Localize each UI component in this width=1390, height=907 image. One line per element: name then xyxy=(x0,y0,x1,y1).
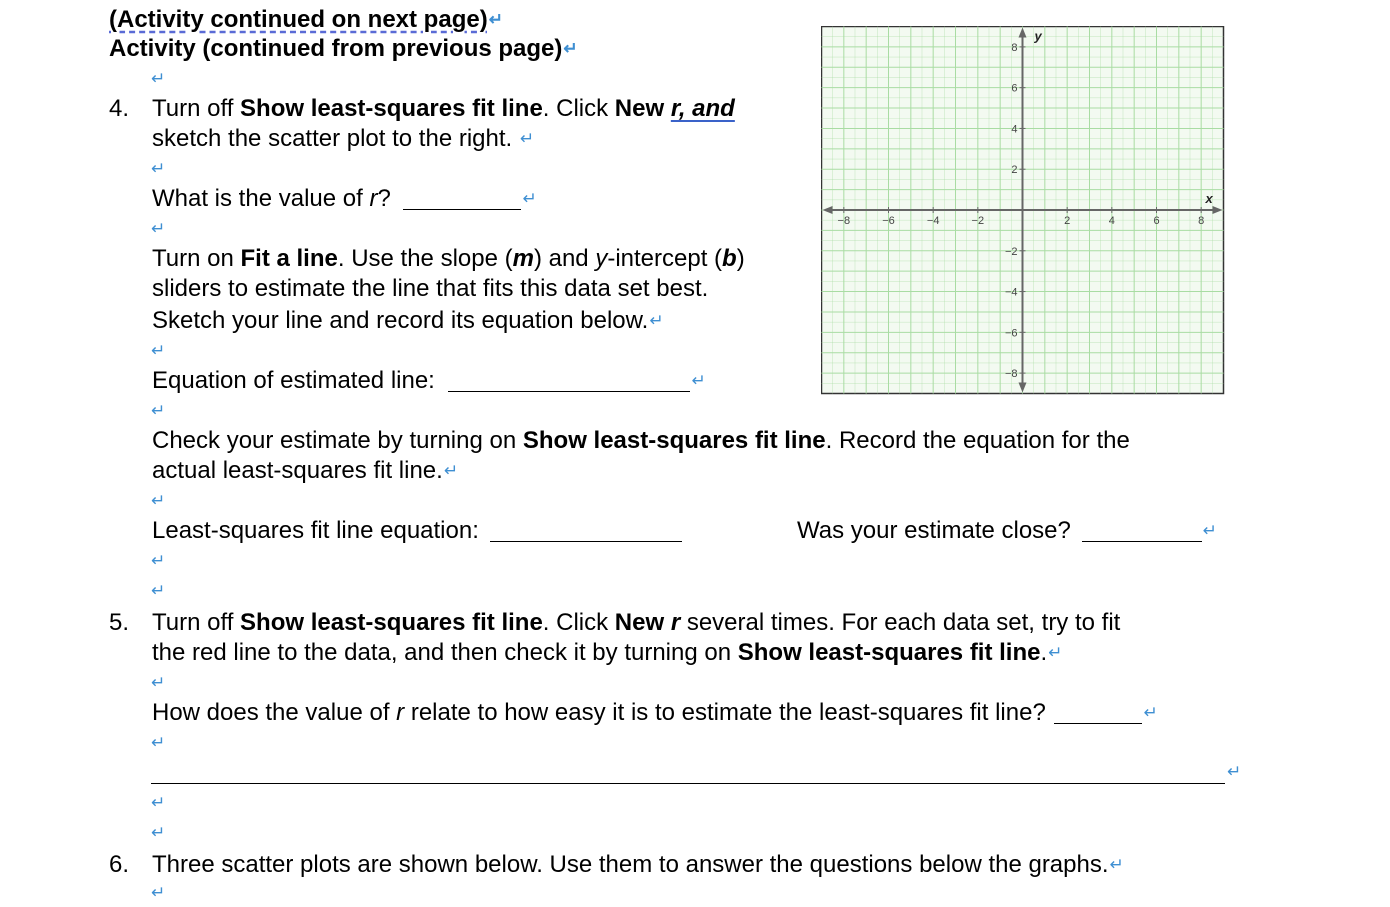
paragraph-mark-icon: ↵ xyxy=(1202,521,1217,540)
y-tick-label: 8 xyxy=(1011,41,1018,54)
empty-paragraph xyxy=(150,547,165,575)
q5-text: several times. For each data set, try to fit xyxy=(680,609,1121,636)
y-tick-label: 4 xyxy=(1011,123,1018,136)
q5-bold-text: Show least-squares fit line xyxy=(240,609,543,636)
check-estimate-line2 xyxy=(152,457,458,485)
q5-question-text: relate to how easy it is to estimate the least-squares fit line? xyxy=(404,699,1046,726)
x-tick-label: 4 xyxy=(1108,215,1115,227)
q5-number: 5. xyxy=(109,609,130,636)
q4-number: 4. xyxy=(109,95,130,122)
empty-paragraph xyxy=(150,65,165,93)
empty-paragraph xyxy=(150,487,165,515)
q4-instruction-line1 xyxy=(152,95,735,123)
empty-paragraph xyxy=(150,819,165,847)
check-text: . Record the equation for the xyxy=(825,427,1130,454)
empty-paragraph xyxy=(150,337,165,365)
y-tick-label: −2 xyxy=(1004,245,1018,258)
y-tick-label: −6 xyxy=(1004,327,1018,340)
paragraph-mark-icon: ↵ xyxy=(151,159,166,178)
question-mark: ? xyxy=(377,185,391,212)
paragraph-mark-icon: ↵ xyxy=(649,311,664,330)
q4-new-r-text: r, and xyxy=(670,95,735,122)
paragraph-mark-icon: ↵ xyxy=(151,793,166,812)
q5-instruction-line1 xyxy=(152,609,1120,637)
estimate-close-label: Was your estimate close? xyxy=(797,517,1071,544)
q5-text: the red line to the data, and then check it by turning on xyxy=(152,639,738,666)
fit-line-instruction-line1 xyxy=(152,245,745,273)
x-tick-label: 2 xyxy=(1064,215,1071,227)
x-tick-label: −8 xyxy=(837,215,851,227)
check-text: actual least-squares fit line. xyxy=(152,457,443,484)
empty-paragraph xyxy=(150,215,165,243)
q5-text: . xyxy=(1040,639,1048,666)
intercept-variable: b xyxy=(722,245,737,272)
r-variable: r xyxy=(396,699,405,726)
paragraph-mark-icon: ↵ xyxy=(151,69,166,88)
slope-variable: m xyxy=(512,245,534,272)
q4-text: sketch the scatter plot to the right. xyxy=(152,125,513,152)
paragraph-mark-icon: ↵ xyxy=(151,491,166,510)
continued-next-text: (Activity continued on next page) xyxy=(109,6,488,33)
paragraph-mark-icon: ↵ xyxy=(151,341,166,360)
y-axis-label: y xyxy=(1034,28,1042,44)
paragraph-mark-icon: ↵ xyxy=(151,551,166,570)
estimated-equation-blank[interactable] xyxy=(448,391,690,392)
q5-instruction-line2 xyxy=(152,639,1062,667)
paragraph-mark-icon: ↵ xyxy=(151,401,166,420)
paragraph-mark-icon: ↵ xyxy=(443,461,459,480)
paragraph-mark-icon: ↵ xyxy=(151,219,166,238)
x-tick-label: 6 xyxy=(1153,215,1160,227)
empty-paragraph xyxy=(150,397,165,425)
paragraph-mark-icon: ↵ xyxy=(151,581,166,600)
q6-instruction xyxy=(152,851,1124,879)
q5-question-row xyxy=(152,699,1158,727)
x-tick-label: −4 xyxy=(926,215,940,227)
least-squares-equation-blank[interactable] xyxy=(490,541,682,542)
paragraph-mark-icon: ↵ xyxy=(151,673,166,692)
continued-prev-text: Activity (continued from previous page) xyxy=(109,35,563,62)
least-squares-equation-row xyxy=(152,517,682,545)
paragraph-mark-icon: ↵ xyxy=(151,823,166,842)
check-estimate-line1 xyxy=(152,427,1130,455)
q4-instruction-line2 xyxy=(152,125,534,153)
least-squares-label: Least-squares fit line equation: xyxy=(152,517,479,544)
empty-paragraph xyxy=(150,789,165,817)
paragraph-mark-icon: ↵ xyxy=(1143,703,1158,722)
y-tick-label: 6 xyxy=(1011,82,1018,95)
paragraph-mark-icon: ↵ xyxy=(691,371,706,390)
x-tick-label: −6 xyxy=(882,215,895,227)
q5-text: Turn off xyxy=(152,609,241,636)
empty-paragraph xyxy=(150,155,165,183)
x-tick-label: −2 xyxy=(971,215,985,227)
fit-text: ) and xyxy=(533,245,596,272)
q5-question-text: How does the value of xyxy=(152,699,397,726)
empty-paragraph xyxy=(150,577,165,605)
continued-next-heading xyxy=(109,6,503,34)
q6-text: Three scatter plots are shown below. Use them to answer the questions below the graphs. xyxy=(152,851,1109,878)
paragraph-mark-icon: ↵ xyxy=(1048,643,1063,662)
empty-paragraph xyxy=(150,879,165,907)
q4-bold-text: New xyxy=(614,95,671,122)
paragraph-mark-icon: ↵ xyxy=(151,883,166,902)
y-tick-label: 2 xyxy=(1011,164,1018,177)
check-text: Check your estimate by turning on xyxy=(152,427,523,454)
r-variable: r xyxy=(369,185,378,212)
r-variable: r xyxy=(670,609,681,636)
fit-line-instruction-line3 xyxy=(152,307,664,335)
fit-text: Sketch your line and record its equation below. xyxy=(152,307,649,334)
coordinate-grid[interactable] xyxy=(821,26,1225,396)
fit-text: sliders to estimate the line that fits this data set best. xyxy=(152,275,709,302)
r-value-answer-blank[interactable] xyxy=(403,209,521,210)
fit-text: -intercept ( xyxy=(607,245,723,272)
paragraph-mark-icon: ↵ xyxy=(563,39,578,58)
y-variable: y xyxy=(595,245,608,272)
estimated-equation-row xyxy=(152,367,706,395)
q5-text: . Click xyxy=(542,609,615,636)
y-tick-label: −4 xyxy=(1004,286,1018,299)
fit-line-instruction-line2 xyxy=(152,275,708,303)
check-bold-text: Show least-squares fit line xyxy=(522,427,826,454)
paragraph-mark-icon: ↵ xyxy=(1109,855,1124,874)
fit-text: . Use the slope ( xyxy=(337,245,513,272)
paragraph-mark-icon: ↵ xyxy=(1227,762,1242,781)
q5-bold-text: Show least-squares fit line xyxy=(737,639,1041,666)
r-value-question xyxy=(152,185,537,213)
paragraph-mark-icon: ↵ xyxy=(519,129,535,148)
estimated-equation-label: Equation of estimated line: xyxy=(152,367,435,394)
x-axis-label: x xyxy=(1205,191,1213,206)
empty-paragraph xyxy=(150,729,165,757)
paragraph-mark-icon: ↵ xyxy=(151,733,166,752)
fit-text: ) xyxy=(736,245,745,272)
empty-paragraph xyxy=(150,669,165,697)
answer-line-mark xyxy=(1226,758,1241,786)
y-tick-label: −8 xyxy=(1004,368,1018,381)
fit-bold-text: Fit a line xyxy=(240,245,338,272)
fit-text: Turn on xyxy=(152,245,241,272)
q5-bold-text: New xyxy=(614,609,671,636)
q4-text: . Click xyxy=(542,95,615,122)
q5-answer-line[interactable] xyxy=(151,783,1225,784)
paragraph-mark-icon: ↵ xyxy=(488,10,503,29)
paragraph-mark-icon: ↵ xyxy=(522,189,537,208)
x-tick-label: 8 xyxy=(1198,215,1205,227)
q5-answer-blank[interactable] xyxy=(1054,723,1142,724)
q4-bold-text: Show least-squares fit line xyxy=(240,95,543,122)
estimate-close-blank[interactable] xyxy=(1082,541,1202,542)
continued-prev-heading xyxy=(109,35,578,63)
estimate-close-row xyxy=(797,517,1217,545)
q4-text: Turn off xyxy=(152,95,241,122)
q6-number: 6. xyxy=(109,851,130,878)
r-question-text: What is the value of xyxy=(152,185,370,212)
